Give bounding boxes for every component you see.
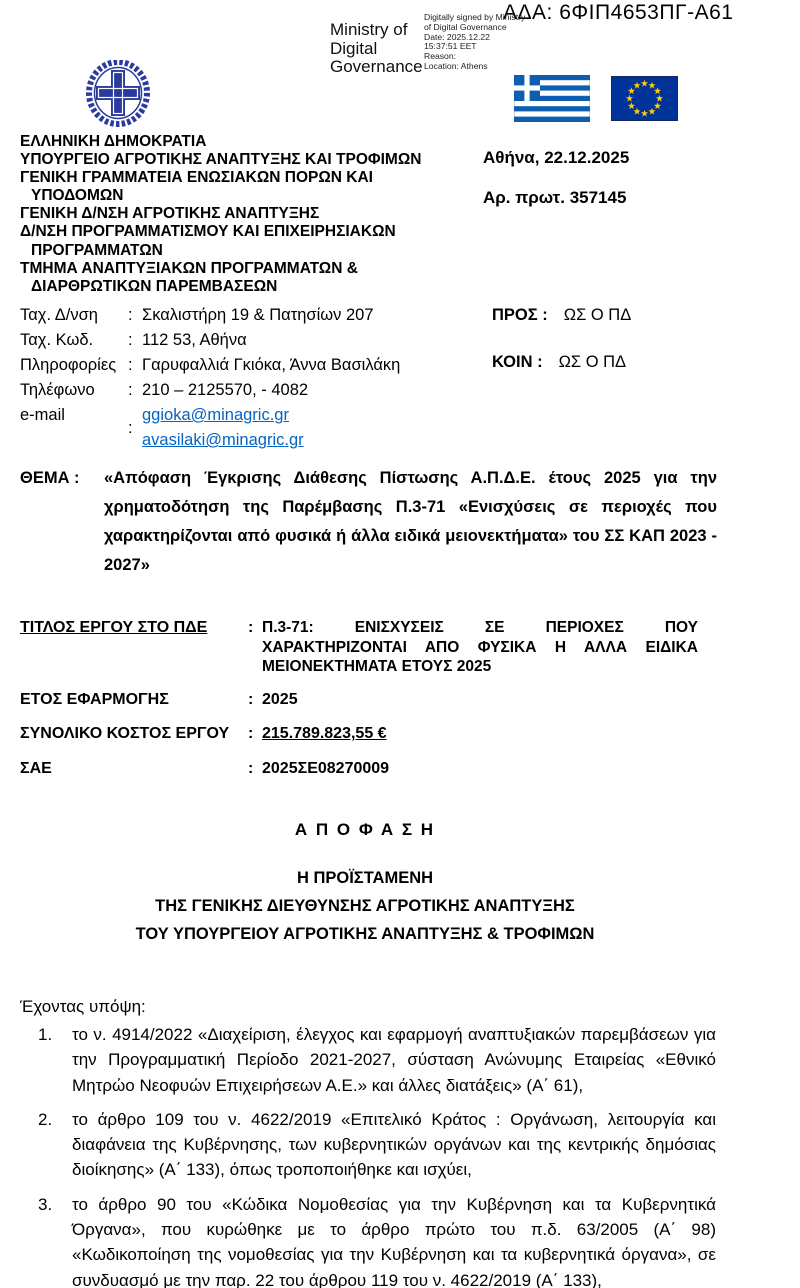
contact-label: Ταχ. Δ/νση bbox=[20, 306, 98, 324]
greek-flag-icon bbox=[514, 75, 590, 127]
koin-label: ΚΟΙΝ : bbox=[492, 353, 543, 371]
list-item bbox=[38, 1022, 716, 1098]
contact-label: Τηλέφωνο bbox=[20, 381, 95, 399]
decision-heading bbox=[20, 820, 710, 948]
org-line: ΓΕΝΙΚΗ Δ/ΝΣΗ ΑΓΡΟΤΙΚΗΣ ΑΝΑΠΤΥΞΗΣ bbox=[20, 205, 320, 223]
contact-row-email: e-mail : ggioka@minagric.gr avasilaki@minagric.gr bbox=[20, 403, 480, 453]
org-line: Δ/ΝΣΗ ΠΡΟΓΡΑΜΜΑΤΙΣΜΟΥ ΚΑΙ ΕΠΙΧΕΙΡΗΣΙΑΚΩΝ bbox=[20, 223, 396, 241]
pros-label: ΠΡΟΣ : bbox=[492, 306, 548, 324]
decision-line: ΤΟΥ ΥΠΟΥΡΓΕΙΟΥ ΑΓΡΟΤΙΚΗΣ ΑΝΑΠΤΥΞΗΣ & ΤΡΟΦΙΜΩΝ bbox=[135, 925, 595, 943]
org-line: ΓΕΝΙΚΗ ΓΡΑΜΜΑΤΕΙΑ ΕΝΩΣΙΑΚΩΝ ΠΟΡΩΝ ΚΑΙ bbox=[20, 169, 373, 187]
ada-code: ΑΔΑ: 6ΦΙΠ4653ΠΓ-Α61 bbox=[503, 1, 734, 24]
field-year: ΕΤΟΣ ΕΦΑΡΜΟΓΗΣ : 2025 bbox=[20, 690, 698, 710]
digital-signature-ministry bbox=[330, 21, 423, 77]
field-value: 215.789.823,55 € bbox=[262, 725, 387, 742]
field-label: ΕΤΟΣ ΕΦΑΡΜΟΓΗΣ bbox=[20, 690, 169, 708]
field-value: Π.3-71: ΕΝΙΣΧΥΣΕΙΣ ΣΕ ΠΕΡΙΟΧΕΣ ΠΟΥ ΧΑΡΑΚΤΗΡΙΖΟΝΤΑΙ ΑΠΟ ΦΥΣΙΚΑ Η ΑΛΛΑ ΕΙΔΙΚΑ ΜΕΙΟΝΕΚΤΗΜΑΤΑ ΕΤΟΥΣ 2025 bbox=[262, 619, 698, 675]
pros-value: ΩΣ Ο ΠΔ bbox=[563, 306, 632, 324]
recipient-pros bbox=[492, 306, 631, 325]
contact-label: Ταχ. Κωδ. bbox=[20, 331, 94, 349]
org-header bbox=[20, 133, 490, 296]
list-item bbox=[38, 1107, 716, 1183]
considerations-intro: Έχοντας υπόψη: bbox=[20, 997, 146, 1016]
contact-row-postal-code: Ταχ. Κωδ. : 112 53, Αθήνα bbox=[20, 328, 480, 353]
field-label: ΣΥΝΟΛΙΚΟ ΚΟΣΤΟΣ ΕΡΓΟΥ bbox=[20, 725, 230, 742]
contact-value: 210 – 2125570, - 4082 bbox=[142, 381, 309, 399]
list-item-number: 3. bbox=[38, 1194, 53, 1214]
subject-block: ΘΕΜΑ : «Απόφαση Έγκρισης Διάθεσης Πίστωσης Α.Π.Δ.Ε. έτους 2025 για την χρηματοδότηση της Παρέμβασης Π.3-71 «Ενισχύσεις σε περιοχές που χαρακτηρίζονται από φυσικά ή άλλα ειδικά μειονεκτήματα» του ΣΣ ΚΑΠ 2023 - 2027» bbox=[20, 464, 717, 580]
contact-label: e-mail bbox=[20, 406, 65, 424]
contact-value: Σκαλιστήρη 19 & Πατησίων 207 bbox=[142, 306, 374, 324]
decision-line: Η ΠΡΟΪΣΤΑΜΕΝΗ bbox=[296, 869, 434, 887]
digital-signature-details: Digitally signed by Ministry of Digital Governance Date: 2025.12.22 15:37:51 EET Reason: Location: Athens bbox=[424, 12, 526, 71]
decision-line: ΤΗΣ ΓΕΝΙΚΗΣ ΔΙΕΥΘΥΝΣΗΣ ΑΓΡΟΤΙΚΗΣ ΑΝΑΠΤΥΞΗΣ bbox=[155, 897, 575, 915]
koin-value: ΩΣ Ο ΠΔ bbox=[558, 353, 627, 371]
field-value: 2025ΣΕ08270009 bbox=[262, 759, 390, 777]
field-total-cost: ΣΥΝΟΛΙΚΟ ΚΟΣΤΟΣ ΕΡΓΟΥ : 215.789.823,55 € bbox=[20, 725, 387, 742]
list-item-number: 1. bbox=[38, 1025, 53, 1044]
field-sae: ΣΑΕ : 2025ΣΕ08270009 bbox=[20, 759, 698, 779]
decision-title: Α Π Ο Φ Α Σ Η bbox=[294, 820, 436, 839]
recipient-koin bbox=[492, 353, 626, 372]
org-line: ΕΛΛΗΝΙΚΗ ΔΗΜΟΚΡΑΤΙΑ bbox=[20, 133, 207, 150]
org-line: ΤΜΗΜΑ ΑΝΑΠΤΥΞΙΑΚΩΝ ΠΡΟΓΡΑΜΜΑΤΩΝ & bbox=[20, 259, 358, 277]
contact-row-address: Ταχ. Δ/νση : Σκαλιστήρη 19 & Πατησίων 207 bbox=[20, 303, 480, 328]
org-line: ΥΠΟΔΟΜΩΝ bbox=[31, 187, 124, 205]
protocol-number: Αρ. πρωτ. 357145 bbox=[483, 188, 627, 207]
email-links bbox=[142, 403, 480, 453]
contact-row-phone: Τηλέφωνο : 210 – 2125570, - 4082 bbox=[20, 378, 480, 403]
org-line: ΔΙΑΡΘΡΩΤΙΚΩΝ ΠΑΡΕΜΒΑΣΕΩΝ bbox=[31, 277, 278, 295]
field-project-title: ΤΙΤΛΟΣ ΕΡΓΟΥ ΣΤΟ ΠΔΕ : Π.3-71: ΕΝΙΣΧΥΣΕΙΣ ΣΕ ΠΕΡΙΟΧΕΣ ΠΟΥ ΧΑΡΑΚΤΗΡΙΖΟΝΤΑΙ ΑΠΟ ΦΥΣΙΚΑ Η ΑΛΛΑ ΕΙΔΙΚΑ ΜΕΙΟΝΕΚΤΗΜΑΤΑ ΕΤΟΥΣ 2025 bbox=[20, 619, 698, 675]
list-item-text: το άρθρο 109 του ν. 4622/2019 «Επιτελικό Κράτος : Οργάνωση, λειτουργία και διαφάνεια της Κυβέρνησης, των κυβερνητικών οργάνων και της κεντρικής δημόσιας διοίκησης» (Α΄ 133), όπως τροποποιήθηκε και ισχύει, bbox=[72, 1109, 716, 1180]
contact-row-info: Πληροφορίες : Γαρυφαλλιά Γκιόκα, Άννα Βασιλάκη bbox=[20, 353, 480, 378]
subject-label: ΘΕΜΑ bbox=[20, 469, 70, 487]
list-item bbox=[38, 1192, 716, 1288]
ministry-line: Digital bbox=[330, 38, 378, 58]
subject-text: «Απόφαση Έγκρισης Διάθεσης Πίστωσης Α.Π.Δ.Ε. έτους 2025 για την χρηματοδότηση της Παρέμβασης Π.3-71 «Ενισχύσεις σε περιοχές που χαρακτηρίζονται από φυσικά ή άλλα ειδικά μειονεκτήματα» του ΣΣ ΚΑΠ 2023 - 2027» bbox=[104, 469, 717, 574]
list-item-text: το ν. 4914/2022 «Διαχείριση, έλεγχος και εφαρμογή αναπτυξιακών παρεμβάσεων για την Προγραμματική Περίοδο 2021-2027, σύσταση Ανώνυμης Εταιρείας «Εθνικό Μητρώο Νεοφυών Επιχειρήσεων Α.Ε.» και άλλες διατάξεις» (Α΄ 61), bbox=[72, 1025, 716, 1095]
project-fields bbox=[20, 618, 698, 793]
field-label: ΤΙΤΛΟΣ ΕΡΓΟΥ ΣΤΟ ΠΔΕ bbox=[20, 619, 208, 636]
greek-coat-of-arms-icon bbox=[86, 60, 150, 134]
contact-block bbox=[20, 303, 480, 453]
org-line: ΥΠΟΥΡΓΕΙΟ ΑΓΡΟΤΙΚΗΣ ΑΝΑΠΤΥΞΗΣ ΚΑΙ ΤΡΟΦΙΜΩΝ bbox=[20, 151, 422, 169]
considerations-list bbox=[38, 1022, 716, 1288]
eu-flag-icon bbox=[611, 76, 678, 126]
list-item-number: 2. bbox=[38, 1109, 53, 1129]
list-item-text: το άρθρο 90 του «Κώδικα Νομοθεσίας για την Κυβέρνηση και τα Κυβερνητικά Όργανα», που κυρώθηκε με το άρθρο πρώτο του π.δ. 63/2005 (Α΄ 98) «Κωδικοποίηση της νομοθεσίας για την Κυβέρνηση και τα κυβερνητικά όργανα», σε συνδυασμό με την παρ. 22 του άρθρου 119 του ν. 4622/2019 (Α΄ 133), bbox=[72, 1194, 716, 1288]
email-link-avasilaki[interactable]: avasilaki@minagric.gr bbox=[142, 431, 304, 449]
contact-value: 112 53, Αθήνα bbox=[142, 331, 247, 349]
contact-label: Πληροφορίες bbox=[20, 356, 117, 374]
field-value: 2025 bbox=[262, 690, 298, 708]
ministry-line: Governance bbox=[330, 57, 423, 76]
ministry-line: Ministry of bbox=[330, 20, 408, 39]
email-link-ggioka[interactable]: ggioka@minagric.gr bbox=[142, 406, 289, 424]
city-date: Αθήνα, 22.12.2025 bbox=[483, 148, 630, 167]
contact-value: Γαρυφαλλιά Γκιόκα, Άννα Βασιλάκη bbox=[142, 356, 401, 374]
org-line: ΠΡΟΓΡΑΜΜΑΤΩΝ bbox=[31, 241, 163, 259]
field-label: ΣΑΕ bbox=[20, 759, 52, 777]
